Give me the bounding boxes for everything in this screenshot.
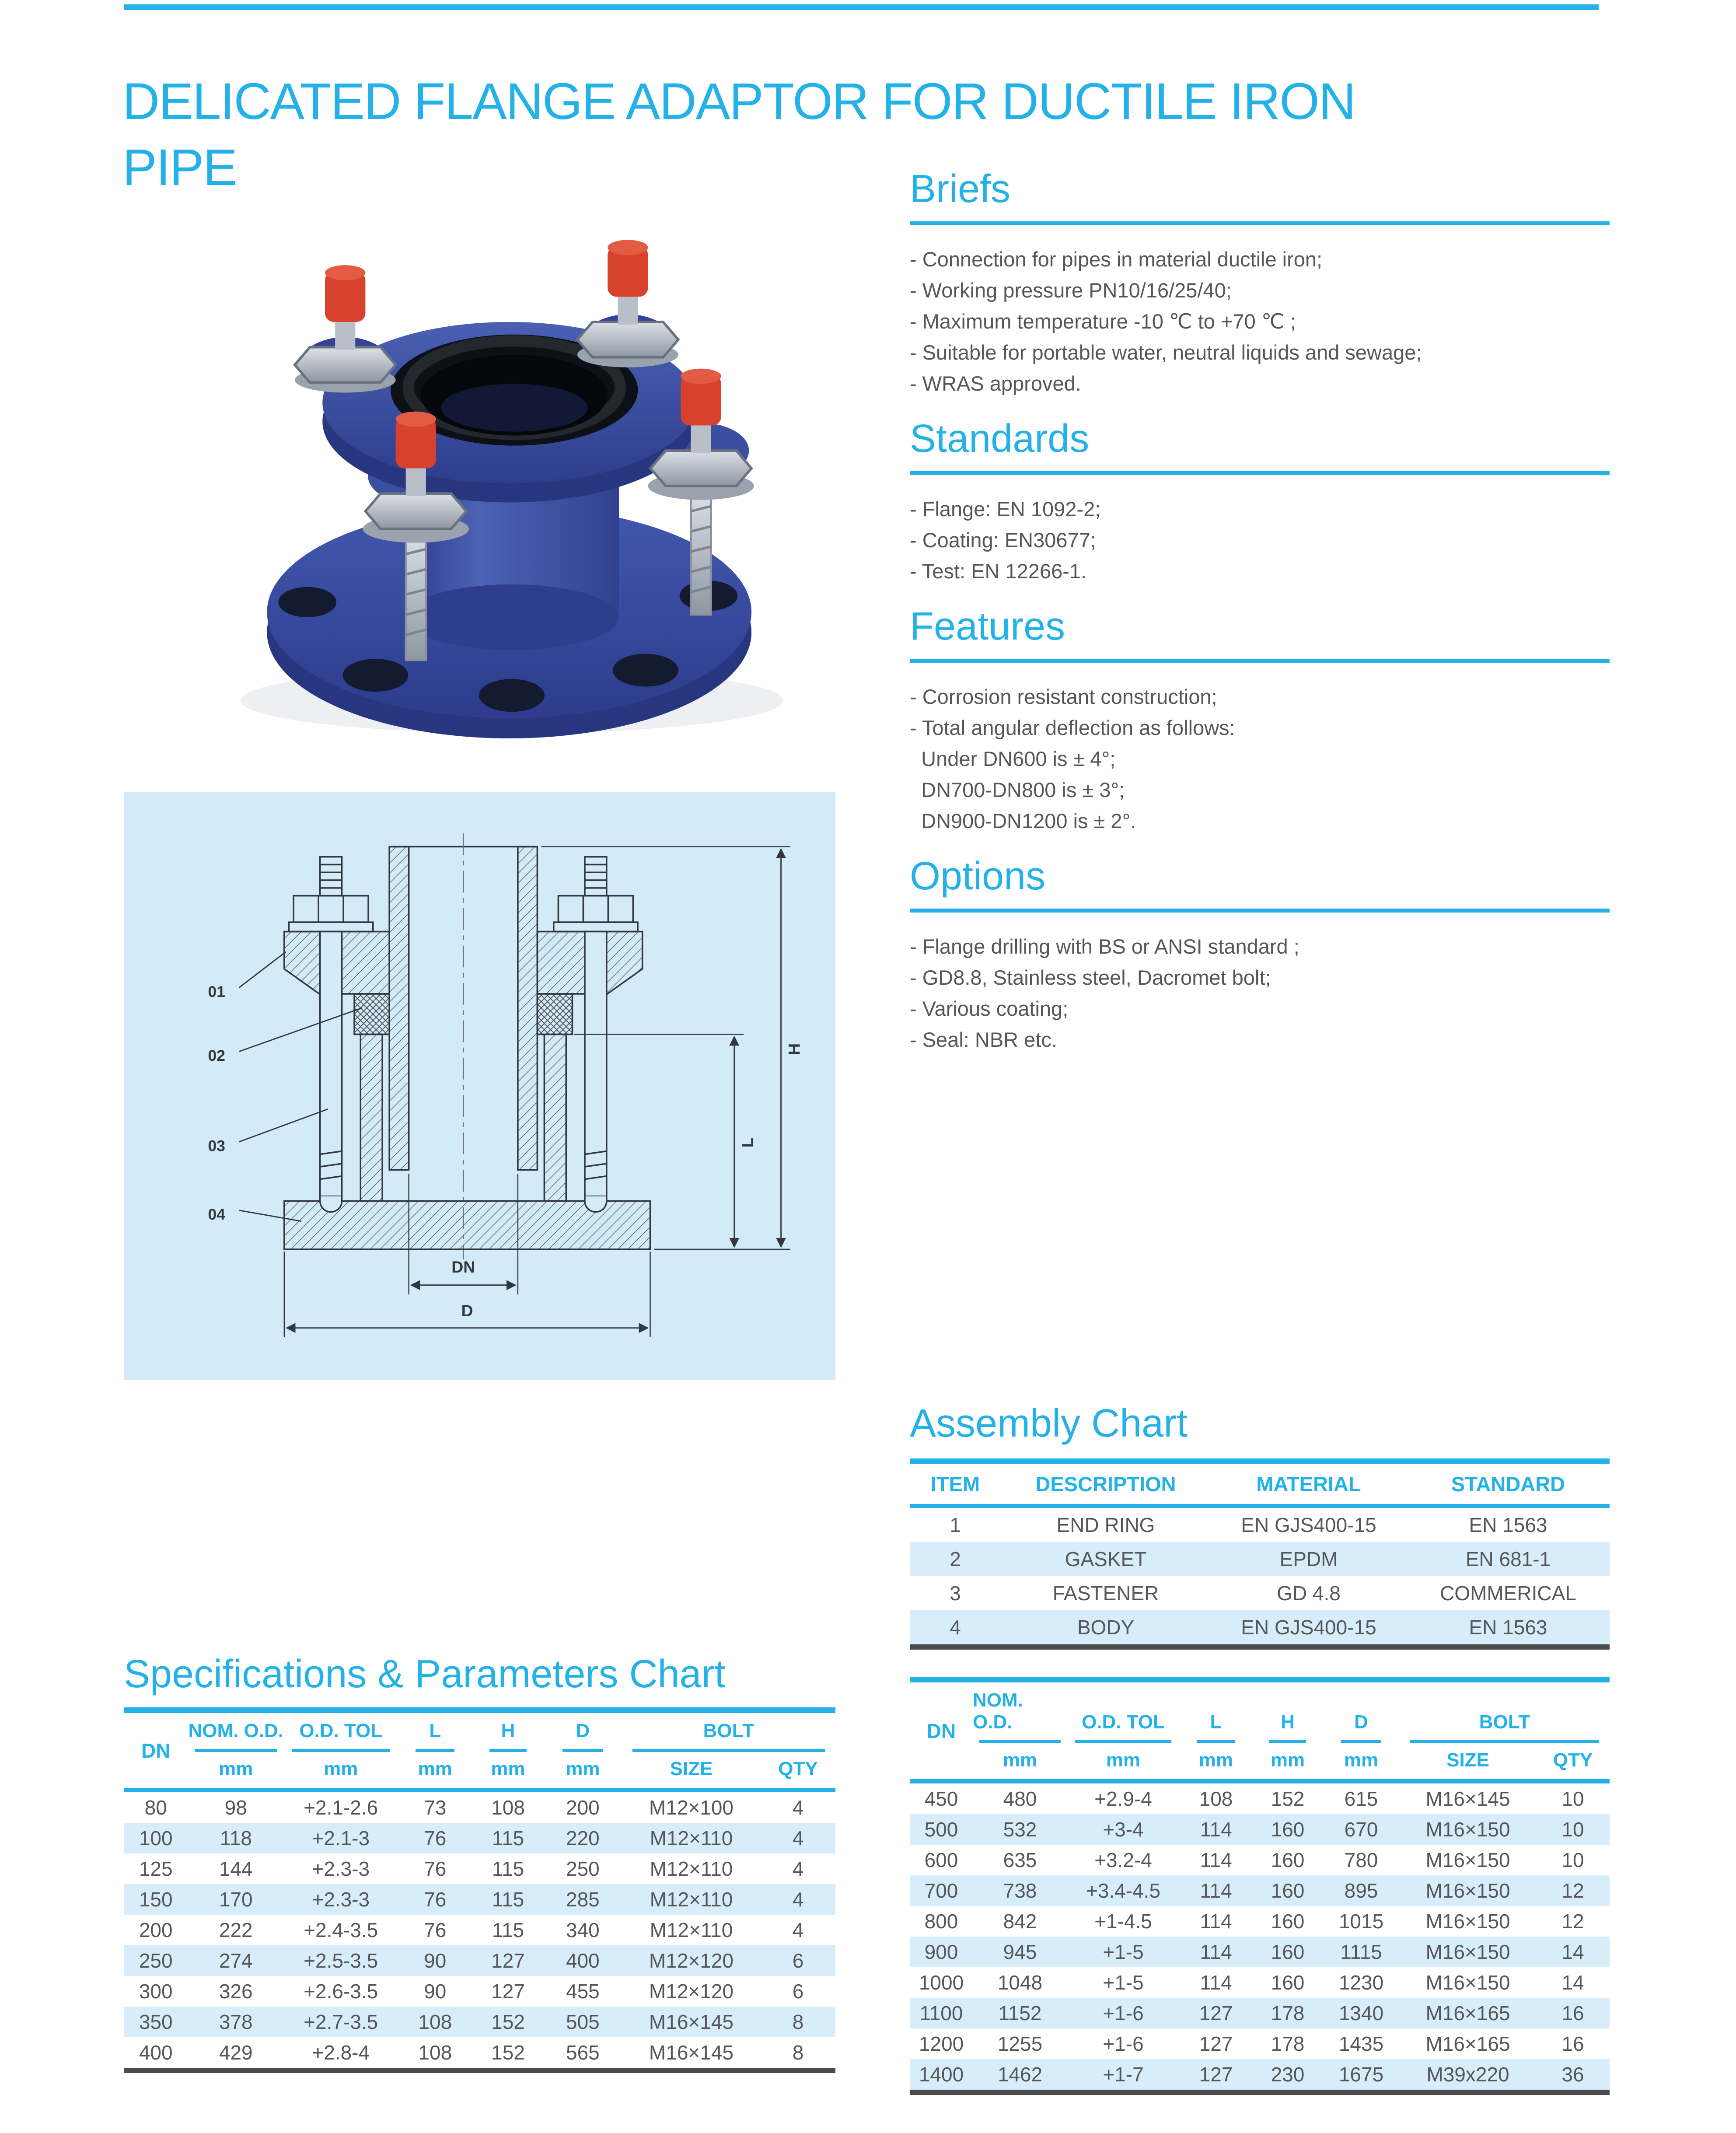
table-cell: +2.7-3.5 [304,2011,378,2033]
table-cell: EN 1563 [1469,1616,1547,1639]
table-cell: 285 [566,1888,600,1911]
table-cell: M16×145 [1425,1787,1510,1810]
table-row [910,1906,1610,1937]
standards-divider [910,471,1610,475]
table-cell: 160 [1271,1971,1305,1994]
assembly-table-bottom-rule [910,1644,1610,1650]
table-cell: 115 [492,1827,524,1850]
table-cell: M16×165 [1425,2032,1510,2055]
list-item: - GD8.8, Stainless steel, Dacromet bolt; [910,966,1271,989]
table-cell: M12×110 [650,1888,733,1911]
table-cell: 114 [1200,1818,1232,1841]
table-cell: +2.6-3.5 [304,1980,378,2003]
spec-left-col-dn: DN [141,1739,171,1762]
table-cell: EN GJS400-15 [1241,1514,1376,1536]
table-cell: 127 [491,1949,525,1972]
options-divider [910,909,1610,913]
table-cell: M12×110 [650,1857,733,1880]
table-cell: 160 [1271,1849,1305,1871]
table-cell: 2 [950,1548,961,1570]
table-cell: 114 [1200,1941,1232,1963]
table-cell: 800 [924,1910,958,1933]
table-cell: 115 [492,1919,524,1941]
table-cell: 700 [924,1879,958,1902]
assembly-table-header-rule [910,1504,1610,1508]
section-heading-options: Options [910,854,1046,898]
spec-left-header [124,1713,835,1788]
assembly-chart-section [910,1402,1610,1650]
table-cell: 127 [1199,2032,1233,2055]
flange-adaptor-illustration [184,238,840,744]
table-cell: 76 [424,1888,447,1911]
list-item: - Total angular deflection as follows: [910,716,1235,739]
spec-col-h: H [1253,1711,1323,1743]
table-cell: 160 [1271,1941,1305,1963]
table-row [910,1998,1610,2028]
table-cell: M12×120 [649,1980,734,2003]
spec-col-bolt: BOLT [1400,1711,1610,1743]
table-cell: 4 [792,1888,804,1911]
spec-col-nom-od: NOM. O.D. [973,1689,1067,1743]
table-cell: 274 [219,1949,253,1972]
table-cell: 4 [792,1796,804,1819]
cross-section-drawing [152,827,821,1357]
table-row [910,1875,1610,1906]
table-cell: 945 [1003,1941,1037,1963]
table-cell: 250 [139,1949,173,1972]
diagram-label-h: H [785,1043,803,1055]
table-cell: 10 [1561,1849,1584,1871]
table-cell: 115 [492,1857,524,1880]
table-cell: 36 [1561,2063,1584,2086]
table-cell: M16×165 [1425,2002,1510,2025]
diagram-label-04: 04 [208,1205,226,1223]
table-cell: M16×150 [1425,1910,1510,1933]
list-item: - Corrosion resistant construction; [910,685,1217,708]
standards-list [910,493,1610,587]
table-cell: 127 [1199,2002,1233,2025]
table-cell: +2.3-3 [312,1857,370,1880]
table-cell: GASKET [1065,1548,1147,1570]
table-cell: M12×100 [649,1796,734,1819]
bolt-ne [577,240,678,367]
spec-right-body [910,1783,1610,2090]
table-cell: +1-4.5 [1094,1910,1152,1933]
table-cell: 114 [1200,1849,1232,1871]
table-cell: 114 [1200,1971,1232,1994]
diagram-label-d: D [461,1301,473,1320]
table-cell: 222 [219,1919,253,1941]
table-cell: 12 [1561,1910,1584,1933]
table-cell: 900 [924,1941,958,1963]
info-column [910,168,1610,1055]
table-cell: +1-5 [1103,1971,1144,1994]
table-cell: M12×120 [649,1949,734,1972]
table-cell: 3 [950,1582,961,1605]
table-cell: 152 [491,2011,525,2033]
table-cell: 1435 [1338,2032,1384,2055]
table-cell: 220 [566,1827,600,1850]
table-cell: 100 [139,1827,173,1850]
table-row [124,1853,835,1884]
table-cell: 76 [424,1857,447,1880]
assembly-col-standard: STANDARD [1451,1472,1565,1496]
table-cell: 12 [1561,1879,1584,1902]
table-cell: GD 4.8 [1277,1582,1341,1605]
table-cell: +1-6 [1103,2002,1144,2025]
list-item: - Test: EN 12266-1. [910,559,1087,583]
table-cell: +3-4 [1103,1818,1144,1841]
table-cell: 14 [1561,1941,1584,1963]
table-cell: M16×145 [649,2041,734,2064]
table-cell: 160 [1271,1818,1305,1841]
table-cell: 230 [1271,2063,1305,2086]
table-cell: 16 [1561,2032,1584,2055]
table-row [910,1576,1610,1610]
spec-left-header-rule [124,1788,835,1792]
table-cell: 738 [1003,1879,1037,1902]
table-cell: 8 [792,2041,804,2064]
spec-left-body [124,1792,835,2068]
features-list [910,681,1610,836]
spec-col-d: D [1323,1711,1400,1743]
table-cell: 565 [566,2041,600,2064]
table-cell: 842 [1003,1910,1037,1933]
table-cell: M16×150 [1425,1849,1510,1871]
table-cell: 6 [792,1949,804,1972]
page-title-line1: DELICATED FLANGE ADAPTOR FOR DUCTILE IRON [122,73,1355,131]
table-cell: 480 [1003,1787,1037,1810]
table-cell: 108 [491,1796,525,1819]
spec-right-header [910,1682,1610,1779]
table-cell: 144 [219,1857,253,1880]
table-cell: EN 681-1 [1465,1548,1551,1570]
table-cell: 1152 [998,2002,1042,2025]
table-cell: EPDM [1279,1548,1338,1570]
table-cell: 80 [144,1796,167,1819]
spec-unit-mm: mm [1002,1749,1037,1771]
list-item: - Connection for pipes in material ductile iron; [910,248,1323,271]
table-cell: 400 [566,1949,600,1972]
table-cell: +2.4-3.5 [304,1919,378,1941]
table-cell: +2.5-3.5 [304,1949,378,1972]
table-row [910,1542,1610,1576]
table-cell: 4 [792,1857,804,1880]
table-cell: +2.1-2.6 [304,1796,378,1819]
table-cell: 1000 [919,1971,964,1994]
spec-chart-heading: Specifications & Parameters Chart [124,1652,726,1696]
table-cell: 178 [1271,2002,1305,2025]
spec-unit-mm: mm [491,1758,525,1780]
spec-unit-mm: mm [566,1758,600,1780]
table-cell: 90 [424,1949,447,1972]
table-row [910,1508,1610,1542]
spec-right-col-dn: DN [926,1719,956,1742]
spec-unit-mm: mm [1198,1749,1233,1771]
table-cell: 326 [219,1980,253,2003]
table-cell: 10 [1561,1787,1584,1810]
table-cell: 14 [1561,1971,1584,1994]
table-row [910,2059,1610,2090]
table-cell: 1115 [1340,1941,1382,1963]
list-item: - Maximum temperature -10 ℃ to +70 ℃ ; [910,310,1296,333]
list-item: Under DN600 is ± 4°; [910,747,1116,770]
table-cell: +1-6 [1103,2032,1144,2055]
table-cell: 1200 [919,2032,964,2055]
table-cell: +2.3-3 [312,1888,370,1911]
table-cell: 90 [424,1980,447,2003]
table-cell: 1255 [997,2032,1043,2055]
table-cell: 98 [224,1796,247,1819]
table-cell: 1462 [997,2063,1043,2086]
table-row [910,1845,1610,1875]
table-cell: 635 [1003,1849,1037,1871]
table-cell: +1-7 [1103,2063,1144,2086]
briefs-divider [910,221,1610,225]
table-cell: 200 [566,1796,600,1819]
table-cell: 615 [1344,1787,1378,1810]
table-cell: 152 [1271,1787,1305,1810]
list-item: - Suitable for portable water, neutral liquids and sewage; [910,341,1422,364]
table-cell: M16×150 [1425,1818,1510,1841]
table-cell: 16 [1561,2002,1584,2025]
table-row [124,1884,835,1915]
table-cell: 118 [220,1827,252,1850]
spec-unit-mm: mm [1270,1749,1305,1771]
table-cell: COMMERICAL [1440,1582,1576,1605]
table-row [910,2028,1610,2059]
table-cell: 8 [792,2011,804,2033]
table-cell: 1 [950,1514,961,1536]
spec-left-top-rule [124,1707,835,1713]
spec-col-bolt: BOLT [622,1720,835,1752]
table-row [124,1823,835,1853]
table-row [910,1937,1610,1967]
spec-col-d: D [544,1720,622,1752]
table-cell: 4 [792,1919,804,1941]
list-item: DN700-DN800 is ± 3°; [910,778,1125,801]
spec-col-size: SIZE [1446,1749,1489,1771]
table-cell: 6 [792,1980,804,2003]
spec-unit-mm: mm [324,1758,358,1780]
spec-unit-mm: mm [1344,1749,1379,1771]
table-cell: EN 1563 [1469,1514,1547,1536]
spec-col-qty: QTY [778,1758,818,1780]
table-cell: 505 [566,2011,600,2033]
table-cell: FASTENER [1052,1582,1159,1605]
table-cell: M16×145 [649,2011,734,2033]
table-cell: 127 [491,1980,525,2003]
table-row [910,1610,1610,1644]
table-cell: END RING [1056,1514,1155,1536]
spec-col-h: H [472,1720,544,1752]
table-row [124,1976,835,2007]
table-cell: M16×150 [1425,1971,1510,1994]
spec-right-header-rule [910,1779,1610,1783]
table-cell: 4 [792,1827,804,1850]
spec-unit-mm: mm [418,1758,452,1780]
list-item: DN900-DN1200 is ± 2°. [910,809,1136,832]
table-cell: 450 [924,1787,958,1810]
table-cell: 160 [1271,1910,1305,1933]
options-list [910,931,1610,1055]
list-item: - Flange drilling with BS or ANSI standard ; [910,935,1299,958]
assembly-col-material: MATERIAL [1256,1472,1361,1496]
table-row [910,1814,1610,1845]
section-heading-standards: Standards [910,417,1090,461]
table-cell: 160 [1271,1879,1305,1902]
table-cell: 1015 [1338,1910,1384,1933]
table-row [124,1792,835,1823]
list-item: - Coating: EN30677; [910,528,1096,552]
table-cell: 4 [950,1616,961,1639]
table-row [124,2037,835,2068]
assembly-chart-table [910,1458,1610,1650]
table-cell: +1-5 [1103,1941,1144,1963]
table-cell: 429 [219,2041,253,2064]
table-cell: 532 [1003,1818,1037,1841]
spec-left-bottom-rule [124,2068,835,2073]
table-row [124,1915,835,1945]
table-cell: 1340 [1338,2002,1384,2025]
assembly-table-header [910,1464,1610,1504]
table-cell: 340 [566,1919,600,1941]
table-cell: 152 [491,2041,525,2064]
assembly-col-description: DESCRIPTION [1035,1472,1176,1496]
list-item: - WRAS approved. [910,372,1081,395]
spec-col-nom-od: NOM. O.D. [188,1720,284,1752]
list-item: - Various coating; [910,997,1069,1020]
table-cell: 115 [492,1888,524,1911]
table-cell: M12×110 [650,1827,733,1850]
diagram-label-02: 02 [208,1046,226,1064]
product-photo [184,238,840,744]
table-cell: 600 [924,1849,958,1871]
diagram-label-dn: DN [451,1257,475,1276]
spec-unit-mm: mm [219,1758,253,1780]
table-cell: 378 [219,2011,253,2033]
table-cell: 1675 [1338,2063,1384,2086]
table-cell: 300 [139,1980,173,2003]
table-cell: 114 [1200,1879,1232,1902]
table-row [124,1945,835,1976]
assembly-chart-heading: Assembly Chart [910,1402,1188,1445]
table-cell: 1400 [919,2063,964,2086]
table-cell: +2.1-3 [312,1827,370,1850]
spec-col-od-tol: O.D. TOL [284,1720,398,1752]
table-cell: 114 [1200,1910,1232,1933]
spec-col-l: L [398,1720,472,1752]
table-cell: 1048 [997,1971,1043,1994]
diagram-label-01: 01 [208,983,226,1000]
table-row [910,1967,1610,1998]
table-cell: 455 [566,1980,600,2003]
spec-col-size: SIZE [670,1758,713,1780]
table-cell: 76 [424,1919,447,1941]
table-row [124,2007,835,2037]
table-cell: 780 [1344,1849,1378,1871]
table-cell: M16×150 [1425,1941,1510,1963]
table-cell: 895 [1344,1879,1378,1902]
cross-section-diagram [124,792,835,1380]
features-divider [910,659,1610,663]
table-cell: 127 [1199,2063,1233,2086]
spec-col-od-tol: O.D. TOL [1067,1711,1179,1743]
table-cell: 170 [219,1888,253,1911]
spec-table-left [124,1707,835,2073]
top-divider [124,4,1599,10]
list-item: - Seal: NBR etc. [910,1028,1057,1051]
table-cell: 400 [139,2041,173,2064]
briefs-list [910,244,1610,399]
table-cell: M39x220 [1426,2063,1509,2086]
table-cell: M16×150 [1425,1879,1510,1902]
table-cell: +3.2-4 [1094,1849,1152,1871]
table-row [910,1783,1610,1814]
spec-table-right [910,1677,1610,2095]
table-cell: BODY [1077,1616,1135,1639]
list-item: - Working pressure PN10/16/25/40; [910,279,1232,302]
list-item: - Flange: EN 1092-2; [910,497,1101,521]
table-cell: 108 [1199,1787,1233,1810]
table-cell: 108 [418,2041,452,2064]
spec-col-qty: QTY [1553,1749,1593,1771]
page-title-line2: PIPE [122,139,237,197]
table-cell: 500 [924,1818,958,1841]
table-cell: 1100 [919,2002,963,2025]
spec-right-bottom-rule [910,2090,1610,2095]
assembly-table-top-rule [910,1458,1610,1464]
table-cell: +2.8-4 [312,2041,370,2064]
spec-right-top-rule [910,1677,1610,1682]
table-cell: 200 [139,1919,173,1941]
section-heading-features: Features [910,605,1065,648]
table-cell: 670 [1344,1818,1378,1841]
table-cell: +2.9-4 [1094,1787,1152,1810]
bolt-nw [295,265,396,392]
table-cell: +3.4-4.5 [1086,1879,1161,1902]
table-cell: M12×110 [650,1919,733,1941]
table-cell: 150 [139,1888,173,1911]
table-cell: 178 [1271,2032,1305,2055]
table-cell: EN GJS400-15 [1241,1616,1376,1639]
table-cell: 125 [139,1857,173,1880]
spec-col-l: L [1179,1711,1253,1743]
table-cell: 73 [424,1796,447,1819]
table-cell: 10 [1561,1818,1584,1841]
assembly-col-item: ITEM [930,1472,980,1496]
diagram-label-03: 03 [208,1137,226,1155]
table-cell: 1230 [1338,1971,1384,1994]
assembly-table-body [910,1508,1610,1644]
table-cell: 250 [566,1857,600,1880]
table-cell: 350 [139,2011,173,2033]
table-cell: 76 [424,1827,447,1850]
spec-unit-mm: mm [1106,1749,1141,1771]
table-cell: 108 [418,2011,452,2033]
section-heading-briefs: Briefs [910,167,1011,211]
diagram-label-l: L [738,1137,757,1148]
